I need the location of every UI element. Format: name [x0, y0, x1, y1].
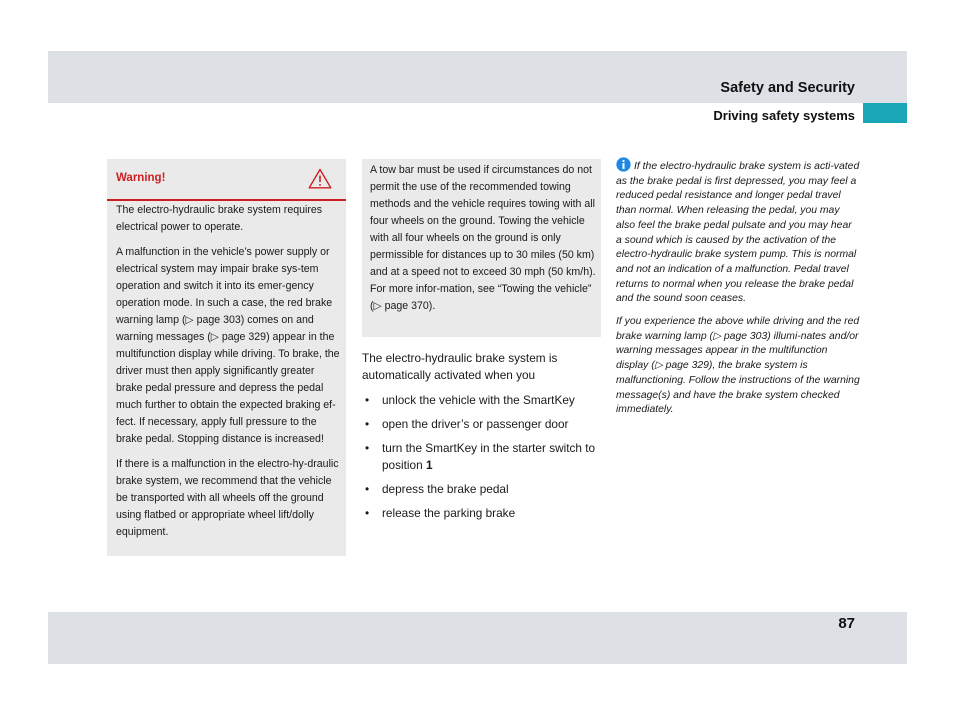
tow-bar-note: A tow bar must be used if circumstances do not permit the use of the recommended towing methods and the vehicle requires towing with all four wheels on the ground. Towing the vehicle with all four wheels on the ground is only permissible for distances up to 30 miles (50 km) and at a speed not to exceed 30 mph (50 km/h). For more infor-mation, see “Towing the vehicle” (▷ page 370).: [370, 164, 596, 312]
bullet-icon: •: [365, 482, 370, 496]
activation-section: [362, 350, 606, 529]
activation-list: [362, 392, 606, 522]
bullet-icon: •: [365, 441, 370, 455]
list-item-text: depress the brake pedal: [382, 482, 509, 496]
subsection-title: Driving safety systems: [713, 108, 855, 123]
warning-triangle-icon: [308, 168, 332, 189]
section-title: Safety and Security: [720, 80, 855, 96]
section-tab-marker: [863, 103, 907, 123]
warning-paragraph: A malfunction in the vehicle’s power supply or electrical system may impair brake sys-tem operation and switch it into its emer-gency operation mode. In such a case, the red brake warning lamp (▷ page 303) comes on and warning messages (▷ page 329) appear in the multifunction display while driving. To brake, the driver must then apply significantly greater brake pedal pressure and depress the pedal much further to obtain the expected braking ef-fect. If necessary, apply full pressure to the brake pedal. Stopping distance is increased!: [116, 246, 340, 445]
info-note: [616, 157, 860, 426]
list-item: [362, 392, 606, 409]
list-item-text: release the parking brake: [382, 506, 516, 520]
bullet-icon: •: [365, 417, 370, 431]
info-text: If the electro-hydraulic brake system is acti-vated as the brake pedal is first depressed, you may feel a reduced pedal resistance and longer pedal travel than normal. When releasing the pedal, you may also feel the brake pedal pulsate and you may hear a sound which is caused by the activation of the electro-hydraulic brake system pump. This is normal and not an indication of a malfunction. Pedal travel returns to normal when you release the brake pedal and the sound soon ceases.: [616, 161, 860, 305]
warning-header: [107, 159, 346, 201]
info-paragraph: If you experience the above while driving and the red brake warning lamp (▷ page 303) illumi-nates and/or warning messages appear in the multifunction display (▷ page 329), the brake system is malfunctioning. Follow the instructions of the warning message(s) and have the brake system checked immediately.: [616, 316, 860, 416]
tow-bar-note-box: [362, 159, 601, 337]
info-icon: [616, 157, 631, 172]
info-paragraph: [616, 157, 860, 307]
list-item: [362, 505, 606, 522]
warning-box: [107, 159, 346, 556]
bullet-icon: •: [365, 506, 370, 520]
warning-title: Warning!: [116, 172, 166, 184]
warning-paragraph: The electro-hydraulic brake system requires electrical power to operate.: [116, 204, 323, 233]
page-number: 87: [838, 615, 855, 632]
activation-intro: The electro-hydraulic brake system is automatically activated when you: [362, 351, 558, 382]
warning-paragraph: If there is a malfunction in the electro-hy-draulic brake system, we recommend that the vehicle be transported with all wheels off the ground using flatbed or appropriate wheel lift/dolly equipment.: [116, 458, 339, 538]
bullet-icon: •: [365, 393, 370, 407]
list-item-text: unlock the vehicle with the SmartKey: [382, 393, 575, 407]
list-item: [362, 416, 606, 433]
position-value: 1: [425, 458, 433, 472]
list-item: [362, 481, 606, 498]
list-item-text: turn the SmartKey in the starter switch to position: [382, 441, 596, 472]
warning-body: [116, 202, 341, 549]
list-item: [362, 440, 606, 474]
footer-band: [48, 612, 907, 664]
list-item-text: open the driver’s or passenger door: [382, 417, 569, 431]
